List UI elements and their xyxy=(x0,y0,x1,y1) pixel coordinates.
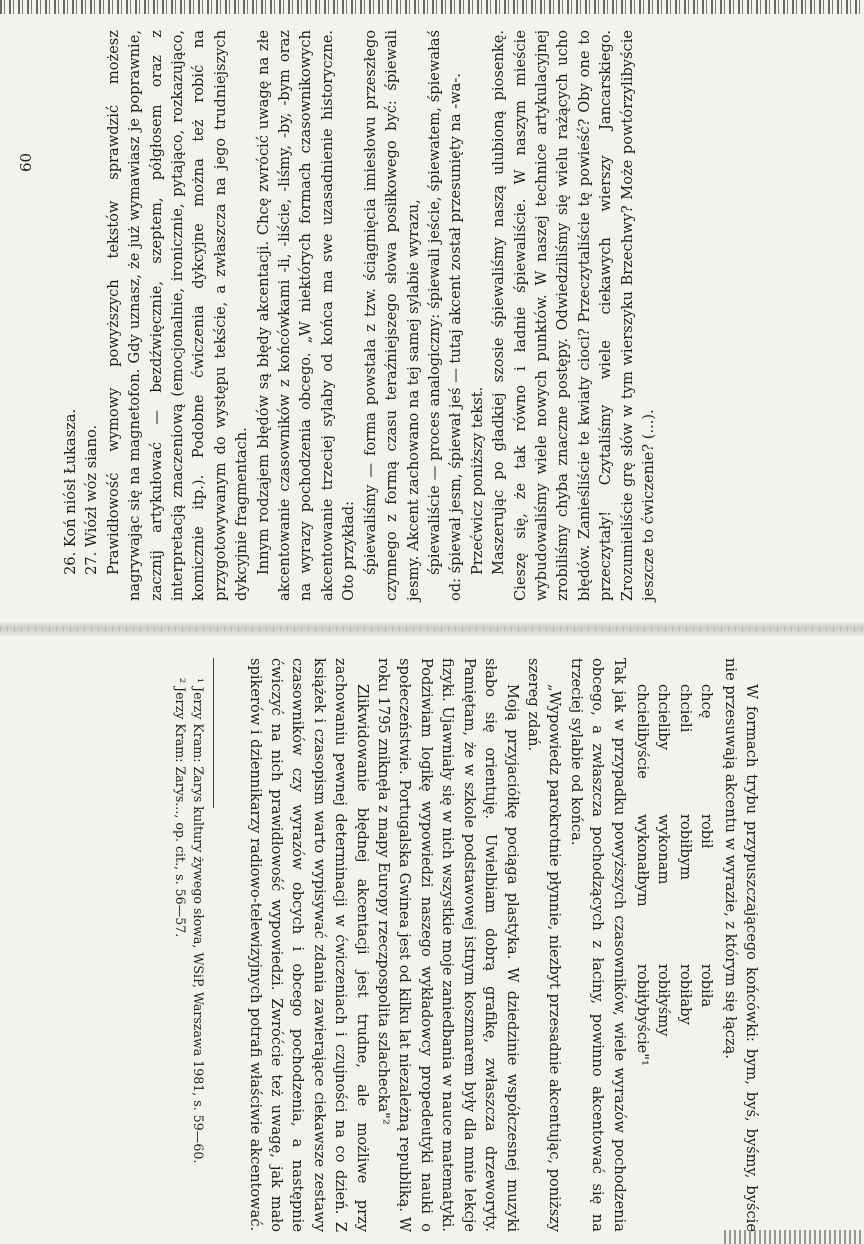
example-paragraph: śpiewaliście — proces analogiczny: śpiewali jeście, śpiewatem, śpiewałaś od: śpiewał jesm, śpiewał jeś — tutaj akcent został przesunięty na -wa-. xyxy=(425,30,465,601)
upper-page xyxy=(50,24,818,609)
conjugation-cell: wykonałbym xyxy=(633,814,651,907)
exercise-line: 26. Koń niósł Łukasza. xyxy=(62,408,79,575)
example-paragraph: śpiewaliśmy — forma powstała z tzw. ściągnięcia imiesłowu przeszłego czynnego z formą czasu teraźniejszego słowa posiłkowego być: śpiewali jesmy. Akcent zachowano na tej samej sylabie wyrazu, xyxy=(361,30,422,601)
footnote-rule xyxy=(213,658,214,808)
conjugation-cell: chcieli xyxy=(676,684,694,733)
conjugation-cell: robiłaby xyxy=(676,964,694,1025)
body-paragraph: Tak jak w przypadku powyższych czasowników, wiele wyrazów pochodzenia obcego, a zwłaszcza pochodzących z łaciny, powinno akcentować się na trzeciej sylabie od końca. xyxy=(567,658,628,1232)
intro-paragraph: W formach trybu przypuszczającego końcówki: bym, byś, byśmy, byście nie przesuwają akcentu w wyrazie, z którym się łączą. xyxy=(721,658,760,1232)
footnote: ² Jerzy Kram: Zarys..., op. cit., s. 56—57. xyxy=(173,678,189,938)
exercise-line: 27. Wiózł wóz siano. xyxy=(83,424,101,575)
body-paragraph: Zlikwidowanie błędnej akcentacji jest trudne, ale możliwe przy zachowaniu pewnej determinacji w ćwiczeniach i czujności na co dzień. Z książek i czasopism warto wypisywać zdania zawierające ciekawsze zestawy czasowników czy wyrazów obcych i obcego pochodzenia, a następnie ćwiczyć na nich prawidłowość wypowiedzi. Zwróćcie też uwagę, jak mało spikerów i dziennikarzy radiowo-telewizyjnych potrafi właściwie akcentować. xyxy=(246,658,371,1232)
page-number-container xyxy=(6,100,36,172)
conjugation-cell: robiłbym xyxy=(676,814,694,880)
page-number: 60 xyxy=(17,152,35,172)
page-fold-marks xyxy=(0,626,864,632)
conjugation-cell: chcielibyście xyxy=(633,684,651,779)
conjugation-cell: chcieliby xyxy=(655,684,673,750)
scan-edge-top xyxy=(0,0,864,14)
practice-text: Moją przyjaciółkę pociąga plastyka. W dziedzinie współczesnej muzyki słabo się orientuję. Uwielbiam dobrą grafikę, zwłaszcza drzeworyty. Pamiętam, że w szkole podstawowej istnym koszmarem były dla mnie lekcje fizyki. Ujawniały się w nich wszystkie moje zaniedbania w nauce matematyki. Podziwiam logikę wypowiedzi naszego wykładowcy propedeutyki nauki o społeczeństwie. Portugalska Gwinea jest od kilku lat niezależną republiką. W roku 1795 zniknęła z mapy Europy rzeczpospolita szlachecka"² xyxy=(375,658,521,1232)
conjugation-cell: robiłybyście"¹ xyxy=(633,964,651,1066)
body-paragraph: Prawidłowość wymowy powyższych tekstów sprawdzić możesz nagrywając się na magnetofon. Gdy uznasz, że już wymawiasz je poprawnie, zacznij artykułować — bezdźwięcznie, szeptem, półgłosem oraz z interpretacją znaczeniową (emocjonalnie, ironicznie, pytająco, rozkazująco, komicznie itp.). Podobne ćwiczenia dykcyjne można też robić na przygotowywanym do występu tekście, a zwłaszcza na jego trudniejszych dykcyjnie fragmentach. xyxy=(104,30,251,601)
conjugation-cell: robił xyxy=(698,814,716,849)
body-paragraph: Innym rodzajem błędów są błędy akcentacji. Chcę zwrócić uwagę na złe akcentowanie czasowników z końcówkami -li, -liście, -liśmy, -by, -bym oraz na wyrazy pochodzenia obcego. „W niektórych formach czasownikowych akcentowanie trzeciej sylaby od końca ma swe uzasadnienie historyczne. Oto przykład: xyxy=(254,30,358,601)
footnotes xyxy=(171,658,214,1232)
conjugation-cell: chcę xyxy=(698,684,716,719)
conjugation-cell: robiłyśmy xyxy=(655,964,673,1037)
lower-page xyxy=(50,650,770,1240)
conjugation-table xyxy=(632,684,718,1232)
conjugation-cell: robiła xyxy=(698,964,716,1008)
conjugation-cell: wykonam xyxy=(655,814,673,885)
instruction-line: Przećwicz poniższy tekst. xyxy=(468,386,486,575)
quote-intro: „Wypowiedz parokrotnie płynnie, niezbyt przesadnie akcentując, poniższy szereg zdań. xyxy=(524,658,564,1232)
footnote: ¹ Jerzy Kram: Zarys kultury żywego słowa, WSiP, Warszawa 1981, s. 59—60. xyxy=(191,678,207,1164)
practice-text: Maszerując po gładkiej szosie śpiewaliśmy naszą ulubioną piosenkę. Cieszę się, że tak równo i ładnie śpiewaliście. W naszym mieście wybudowaliśmy wiele nowych punktów. W naszej technice artykulacyjnej zrobiliśmy chyba znaczne postępy. Odwiedziliśmy się wielu rażących ucho błędów. Zanieśliście te kwiaty cioci? Przeczytaliście tę powieść? Oby one to przeczytały! Czytaliśmy wiele ciekawych wierszy Jancarskiego. Zrozumieliście grę słów w tym wierszyku Brzechwy? Może powtórzylibyście jeszcze to ćwiczenie? (...). xyxy=(490,30,657,601)
